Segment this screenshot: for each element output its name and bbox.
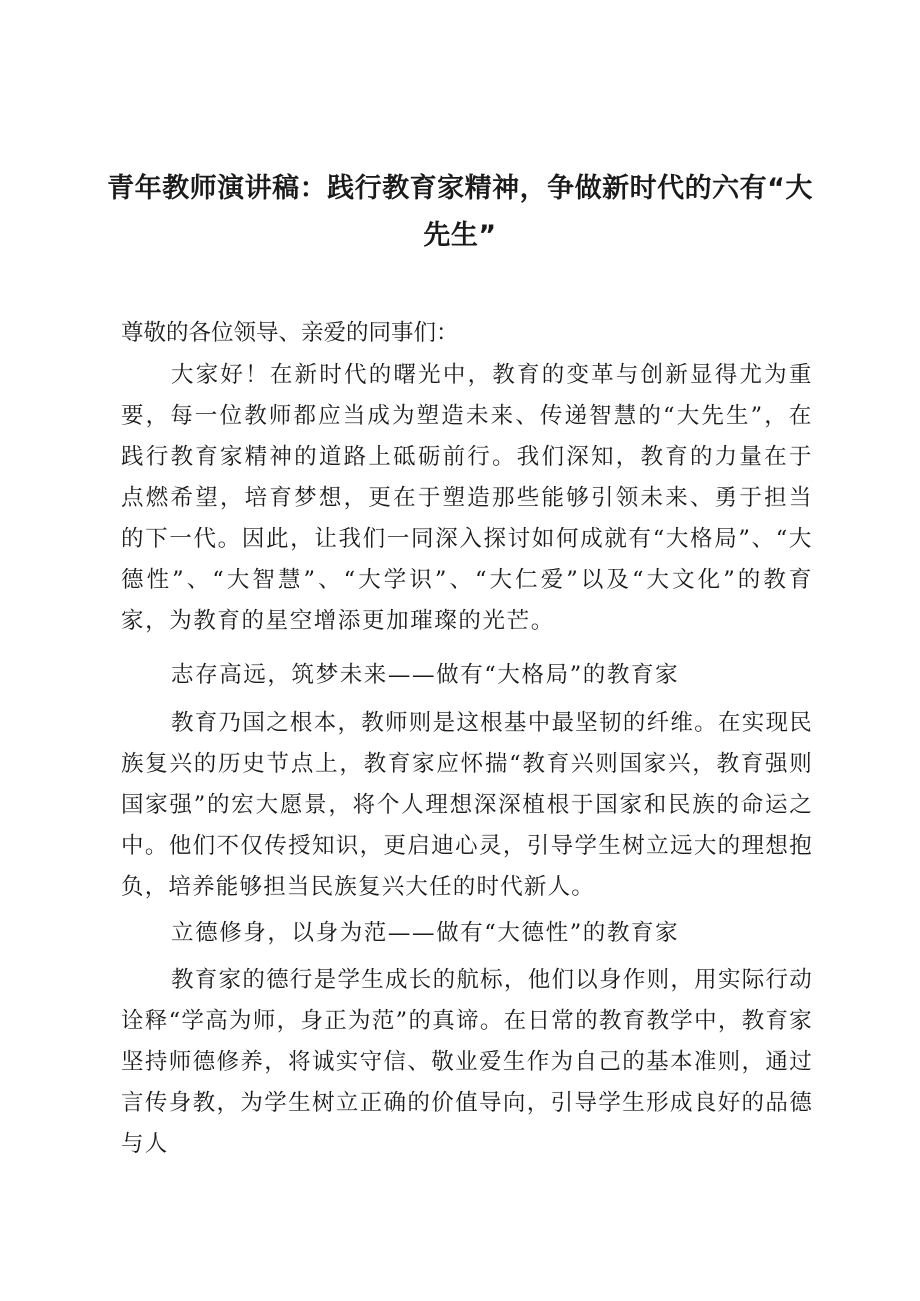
section-heading-big-virtue: 立德修身，以身为范——做有“大德性”的教育家 (171, 920, 680, 946)
paragraph-greeting: 大家好！在新时代的曙光中，教育的变革与创新显得尤为重要，每一位教师都应当成为塑造未来、传递智慧的“大先生”，在践行教育家精神的道路上砥砺前行。我们深知，教育的力量在于点燃希望，培育梦想，更在于塑造那些能够引领未来、勇于担当的下一代。因此，让我们一同深入探讨如何成就有“大格局”、“大德性”、“大智慧”、“大学识”、“大仁爱”以及“大文化”的教育家，为教育的星空增添更加璀璨的光芒。 (121, 362, 813, 634)
section-heading-big-vision: 志存高远，筑梦未来——做有“大格局”的教育家 (171, 662, 680, 688)
salutation: 尊敬的各位领导、亲爱的同事们： (121, 320, 459, 346)
paragraph-big-virtue: 教育家的德行是学生成长的航标，他们以身作则，用实际行动诠释“学高为师，身正为范”的真谛。在日常的教育教学中，教育家坚持师德修养，将诚实守信、敬业爱生作为自己的基本准则，通过言传身教，为学生树立正确的价值导向，引导学生形成良好的品德与人 (121, 967, 813, 1157)
paragraph-big-vision: 教育乃国之根本，教师则是这根基中最坚韧的纤维。在实现民族复兴的历史节点上，教育家应怀揣“教育兴则国家兴，教育强则国家强”的宏大愿景，将个人理想深深植根于国家和民族的命运之中。他们不仅传授知识，更启迪心灵，引导学生树立远大的理想抱负，培养能够担当民族复兴大任的时代新人。 (121, 710, 813, 900)
document-title: 青年教师演讲稿：践行教育家精神，争做新时代的六有“大先生” (107, 173, 813, 251)
